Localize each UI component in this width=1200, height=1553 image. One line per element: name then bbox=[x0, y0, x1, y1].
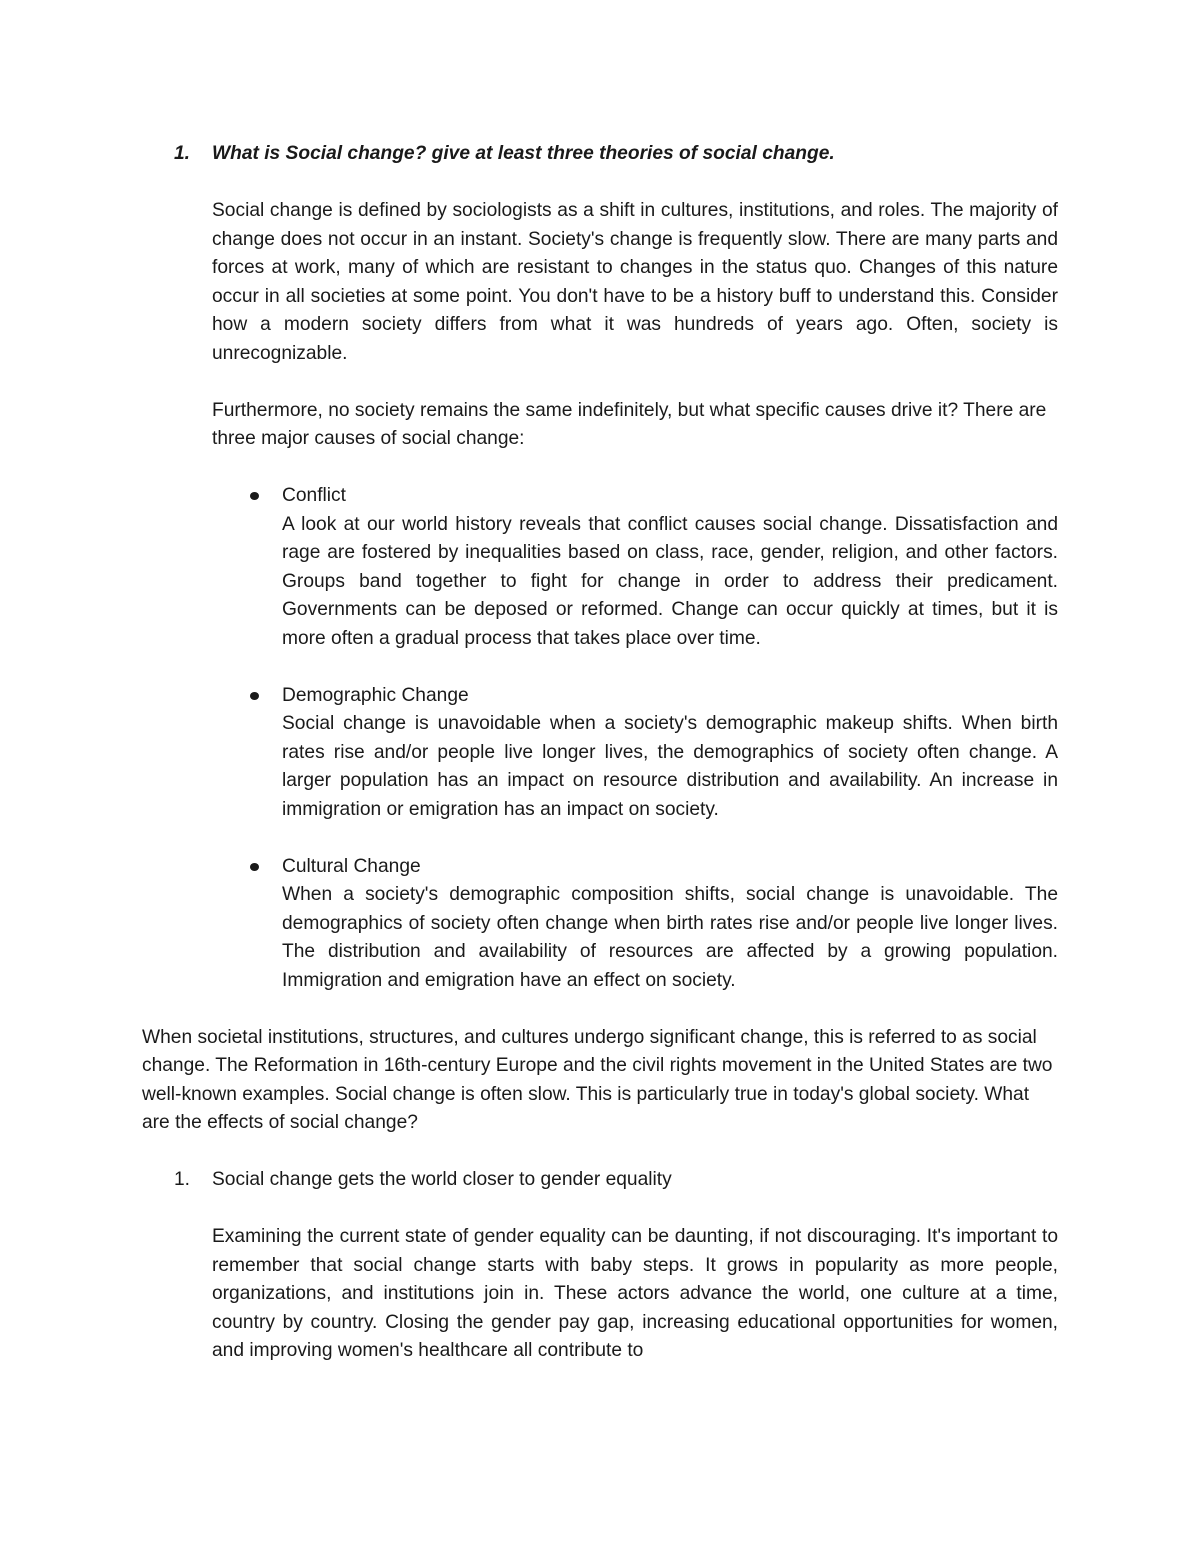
cause-body: When a society's demographic composition shifts, social change is unavoidable. The demographics of society often change when birth rates rise and/or people live longer lives. The distribution and availability of resources are affected by a growing population. Immigration and emigration have an effect on society. bbox=[282, 884, 1058, 991]
bullet-icon bbox=[250, 492, 259, 500]
cause-title: Conflict bbox=[282, 485, 346, 506]
effect-item bbox=[142, 1166, 1058, 1366]
intro-paragraph: Social change is defined by sociologists as a shift in cultures, institutions, and roles. The majority of change does not occur in an instant. Society's change is frequently slow. There are many parts and forces at work, many of which are resistant to changes in the status quo. Changes of this nature occur in all societies at some point. You don't have to be a history buff to understand this. Consider how a modern society differs from what it was hundreds of years ago. Often, society is unrecognizable. bbox=[212, 200, 1058, 364]
bullet-icon bbox=[250, 692, 259, 700]
intro-paragraph: Furthermore, no society remains the same indefinitely, but what specific causes drive it? There are three major causes of social change: bbox=[212, 399, 1047, 449]
effect-title: Social change gets the world closer to gender equality bbox=[212, 1169, 672, 1190]
question-heading bbox=[142, 140, 1058, 169]
list-item bbox=[212, 853, 1058, 996]
effect-number: 1. bbox=[174, 1169, 191, 1190]
list-item bbox=[212, 682, 1058, 825]
question-number: 1. bbox=[174, 143, 191, 164]
list-item bbox=[212, 482, 1058, 653]
document-content bbox=[142, 140, 1058, 1366]
bullet-icon bbox=[250, 863, 259, 871]
effects-intro: When societal institutions, structures, and cultures undergo significant change, this is referred to as social change. The Reformation in 16th-century Europe and the civil rights movement in the United States are two well-known examples. Social change is often slow. This is particularly true in today's global society. What are the effects of social change? bbox=[142, 1026, 1053, 1133]
cause-title: Demographic Change bbox=[282, 684, 469, 706]
cause-body: Social change is unavoidable when a society's demographic makeup shifts. When birth rates rise and/or people live longer lives, the demographics of society often change. A larger population has an impact on resource distribution and availability. An increase in immigration or emigration has an impact on society. bbox=[282, 713, 1058, 820]
intro-block bbox=[212, 197, 1058, 482]
causes-list bbox=[212, 482, 1058, 995]
effect-body: Examining the current state of gender equality can be daunting, if not discouraging. It's important to remember that social change starts with baby steps. It grows in popularity as more people, organizations, and institutions join in. These actors advance the world, one culture at a time, country by country. Closing the gender pay gap, increasing educational opportunities for women, and improving women's healthcare all contribute to bbox=[212, 1226, 1058, 1361]
cause-body: A look at our world history reveals that conflict causes social change. Dissatisfaction and rage are fostered by inequalities based on class, race, gender, religion, and other factors. Groups band together to fight for change in order to address their predicament. Governments can be deposed or reformed. Change can occur quickly at times, but it is more often a gradual process that takes place over time. bbox=[282, 513, 1058, 649]
question-title: What is Social change? give at least three theories of social change. bbox=[212, 143, 835, 164]
cause-title: Cultural Change bbox=[282, 855, 421, 877]
